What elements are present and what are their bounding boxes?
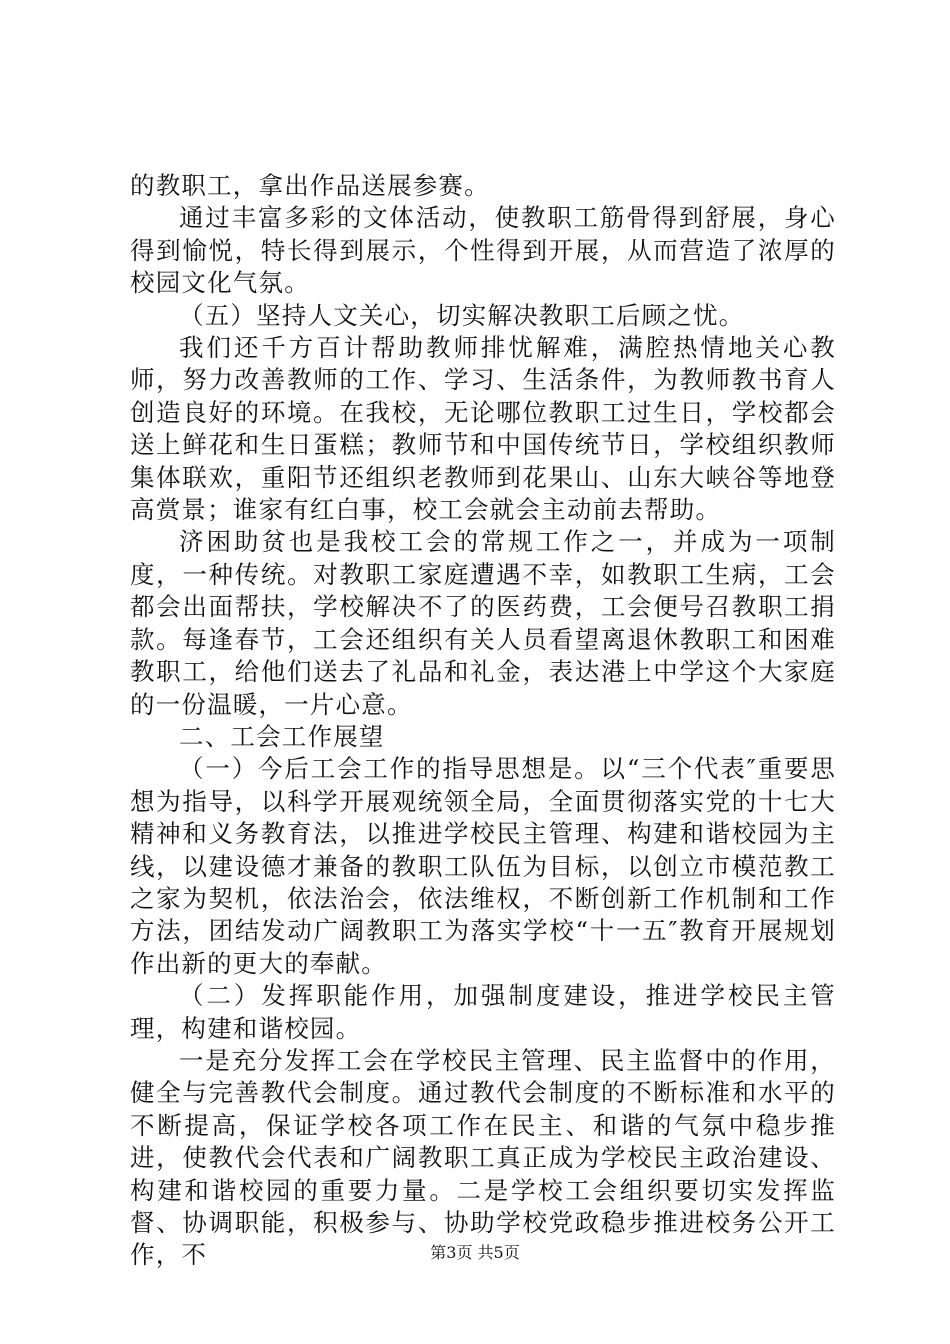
paragraph-1: 的教职工，拿出作品送展参赛。 (130, 171, 490, 200)
paragraph-5: （一）今后工会工作的指导思想是。以“三个代表″重要思想为指导，以科学开展观统领全局，全面贯彻落实党的十七大精神和义务教育法，以推进学校民主管理、构建和谐校园为主线，以建设德才兼备的教职工队伍为目标，以创立市模范教工之家为契机，依法治会，依法维权，不断创新工作机制和工作方法，团结发动广阔教职工为落实学校“十一五″教育开展规划作出新的更大的奉献。 (130, 754, 836, 978)
page-footer: 第3页 共5页 (430, 1243, 520, 1262)
document-body (130, 170, 836, 1272)
section-heading-five: （五）坚持人文关心，切实解决教职工后顾之忧。 (179, 300, 745, 330)
paragraph-7: 一是充分发挥工会在学校民主管理、民主监督中的作用，健全与完善教代会制度。通过教代会制度的不断标准和水平的不断提高，保证学校各项工作在民主、和谐的气氛中稳步推进，使教代会代表和广阔教职工真正成为学校民主政治建设、构建和谐校园的重要力量。二是学校工会组织要切实发挥监督、协调职能，积极参与、协助学校党政稳步推进校务公开工作，不 (130, 1045, 836, 1270)
paragraph-3: 我们还千方百计帮助教师排忧解难，满腔热情地关心教师，努力改善教师的工作、学习、生活条件，为教师教书育人创造良好的环境。在我校，无论哪位教职工过生日，学校都会送上鲜花和生日蛋糕；教师节和中国传统节日，学校组织教师集体联欢，重阳节还组织老教师到花果山、山东大峡谷等地登高赏景；谁家有红白事，校工会就会主动前去帮助。 (130, 333, 836, 525)
section-heading-two: 二、工会工作展望 (179, 721, 385, 751)
paragraph-4: 济困助贫也是我校工会的常规工作之一，并成为一项制度，一种传统。对教职工家庭遭遇不幸，如教职工生病，工会都会出面帮扶，学校解决不了的医药费，工会便号召教职工捐款。每逢春节，工会还组织有关人员看望离退休教职工和困难教职工，给他们送去了礼品和礼金，表达港上中学这个大家庭的一份温暖，一片心意。 (130, 527, 836, 719)
paragraph-2: 通过丰富多彩的文体活动，使教职工筋骨得到舒展，身心得到愉悦，特长得到展示，个性得到开展，从而营造了浓厚的校园文化气氛。 (130, 203, 836, 298)
paragraph-6: （二）发挥职能作用，加强制度建设，推进学校民主管理，构建和谐校园。 (130, 981, 836, 1043)
